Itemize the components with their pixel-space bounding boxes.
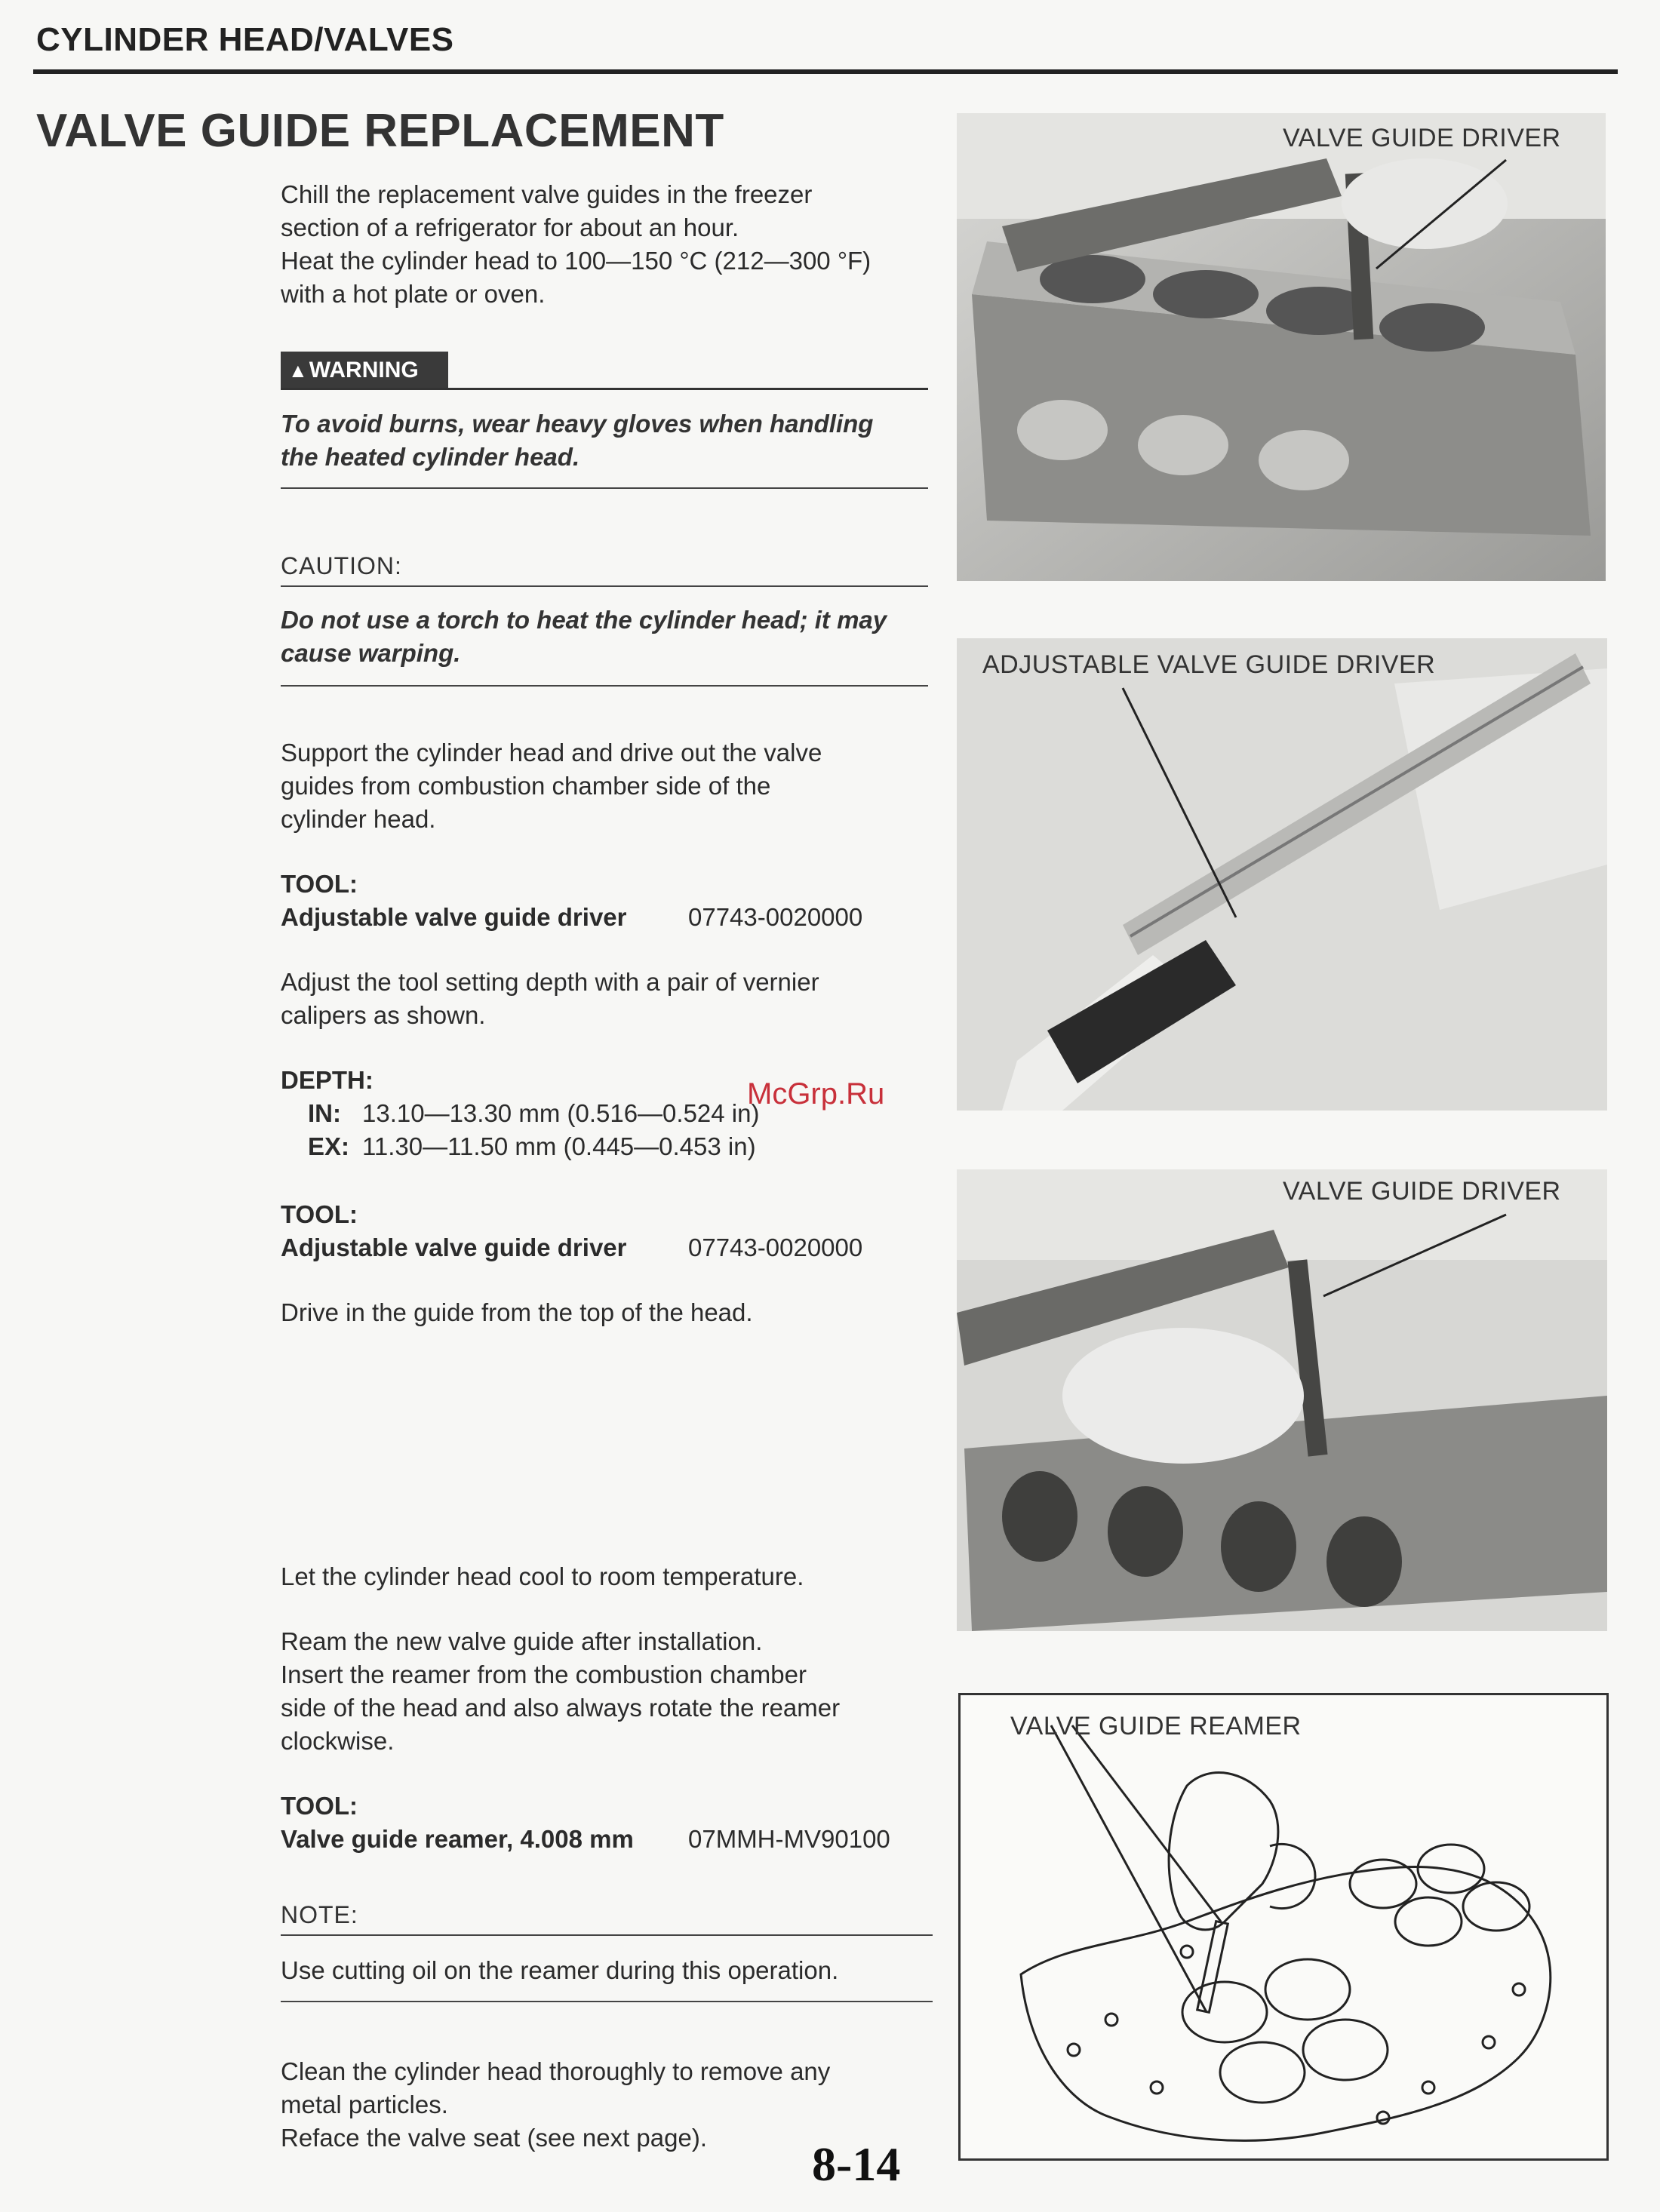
adjust-line: calipers as shown. — [281, 1001, 486, 1029]
clean-line: Clean the cylinder head thoroughly to remove any — [281, 2057, 831, 2085]
tool-heading: TOOL: — [281, 870, 358, 898]
warning-line: To avoid burns, wear heavy gloves when handling — [281, 410, 874, 438]
depth-ex-key: EX: — [308, 1132, 350, 1160]
note-top-rule — [281, 1934, 933, 1936]
ream-paragraph — [281, 1625, 934, 1758]
warning-badge — [281, 352, 448, 389]
caution-line: cause warping. — [281, 639, 461, 667]
tool-name: Adjustable valve guide driver — [281, 903, 627, 931]
figure-1-label: VALVE GUIDE DRIVER — [1283, 124, 1561, 152]
tool-name: Valve guide reamer, 4.008 mm — [281, 1825, 634, 1853]
tool-number: 07743-0020000 — [688, 903, 863, 931]
caution-line: Do not use a torch to heat the cylinder head; it may — [281, 606, 887, 634]
warning-triangle-icon: ▲ — [288, 359, 308, 382]
tool-block-3 — [281, 1790, 934, 1856]
depth-ex — [281, 1130, 934, 1163]
note-label: NOTE: — [281, 1901, 358, 1928]
figure-4-label: VALVE GUIDE REAMER — [1010, 1712, 1302, 1740]
page-number: 8-14 — [812, 2137, 901, 2191]
intro-line: with a hot plate or oven. — [281, 280, 546, 308]
tool-block-1 — [281, 868, 934, 934]
note-text: Use cutting oil on the reamer during this operation. — [281, 1956, 839, 1984]
tool-heading: TOOL: — [281, 1200, 358, 1228]
tool-name: Adjustable valve guide driver — [281, 1233, 627, 1261]
figure-valve-guide-reamer — [958, 1693, 1609, 2161]
support-line: Support the cylinder head and drive out the valve — [281, 739, 822, 767]
depth-heading: DEPTH: — [281, 1066, 374, 1094]
watermark: McGrp.Ru — [747, 1077, 885, 1111]
header-rule — [33, 69, 1618, 74]
warning-label: WARNING — [309, 358, 419, 382]
caution-top-rule — [281, 585, 928, 587]
figure-3-illustration — [957, 1169, 1607, 1631]
clean-line: Reface the valve seat (see next page). — [281, 2124, 707, 2152]
figure-1-illustration — [957, 113, 1606, 581]
figure-4-illustration — [961, 1695, 1606, 2158]
support-paragraph — [281, 736, 934, 836]
figure-adjustable-driver — [957, 638, 1607, 1111]
figure-valve-guide-driver-1 — [957, 113, 1606, 581]
tool-number: 07MMH-MV90100 — [688, 1825, 890, 1853]
adjust-line: Adjust the tool setting depth with a pair of vernier — [281, 968, 819, 996]
ream-line: clockwise. — [281, 1727, 395, 1755]
drive-in-step: Drive in the guide from the top of the head. — [281, 1298, 753, 1326]
intro-line: Chill the replacement valve guides in the freezer — [281, 180, 813, 208]
caution-label: CAUTION: — [281, 552, 402, 579]
ream-line: Ream the new valve guide after installation. — [281, 1627, 763, 1655]
depth-ex-value: 11.30—11.50 mm (0.445—0.453 in) — [362, 1132, 756, 1160]
ream-line: side of the head and also always rotate the reamer — [281, 1694, 841, 1722]
page-title: VALVE GUIDE REPLACEMENT — [36, 105, 724, 157]
support-line: guides from combustion chamber side of the — [281, 772, 771, 800]
tool-number: 07743-0020000 — [688, 1233, 863, 1261]
cool-step: Let the cylinder head cool to room temperature. — [281, 1562, 804, 1590]
warning-bottom-rule — [281, 487, 928, 489]
ream-line: Insert the reamer from the combustion chamber — [281, 1661, 807, 1688]
intro-line: section of a refrigerator for about an hour. — [281, 214, 739, 241]
figure-2-label: ADJUSTABLE VALVE GUIDE DRIVER — [982, 650, 1436, 679]
adjust-paragraph — [281, 966, 934, 1032]
intro-line: Heat the cylinder head to 100—150 °C (212—300 °F) — [281, 247, 872, 275]
depth-in-value: 13.10—13.30 mm (0.516—0.524 in) — [362, 1099, 760, 1127]
tool-block-2 — [281, 1198, 934, 1264]
section-title: CYLINDER HEAD/VALVES — [36, 21, 454, 58]
warning-top-rule — [281, 388, 928, 390]
caution-bottom-rule — [281, 685, 928, 687]
warning-line: the heated cylinder head. — [281, 443, 580, 471]
support-line: cylinder head. — [281, 805, 436, 833]
caution-text — [281, 604, 934, 670]
tool-heading: TOOL: — [281, 1792, 358, 1820]
figure-2-illustration — [957, 638, 1607, 1111]
warning-text — [281, 407, 934, 474]
figure-3-label: VALVE GUIDE DRIVER — [1283, 1177, 1561, 1206]
figure-valve-guide-driver-2 — [957, 1169, 1607, 1631]
clean-line: metal particles. — [281, 2091, 448, 2118]
depth-in-key: IN: — [308, 1099, 341, 1127]
intro-paragraph — [281, 178, 934, 311]
note-bottom-rule — [281, 2001, 933, 2002]
